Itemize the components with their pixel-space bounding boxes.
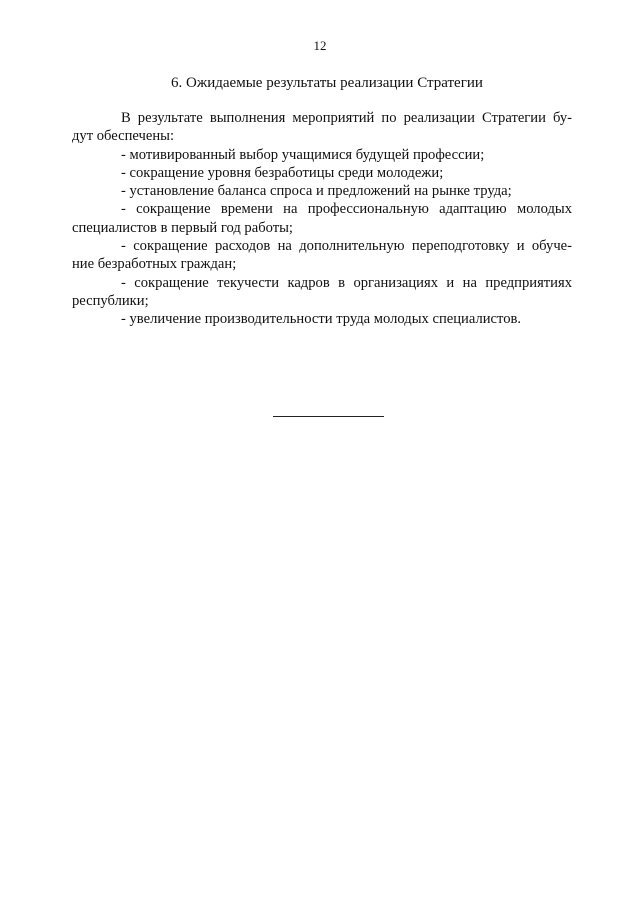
list-item: [72, 237, 572, 274]
list-item-line: - сокращение текучести кадров в организациях и на предприятиях: [121, 274, 572, 291]
list-item-line: - сокращение времени на профессиональную адаптацию молодых: [121, 201, 572, 218]
list-item: [72, 164, 572, 182]
list-item-line-continued: республики;: [72, 292, 149, 309]
list-item-line: - увеличение производительности труда молодых специалистов.: [121, 311, 522, 328]
intro-line-1: В результате выполнения мероприятий по реализации Стратегии бу-: [121, 110, 572, 126]
intro-paragraph: [72, 109, 572, 146]
list-item-line: - сокращение расходов на дополнительную переподготовку и обуче-: [121, 238, 572, 255]
body-text: [72, 109, 572, 329]
list-item-line: - установление баланса спроса и предложений на рынке труда;: [121, 183, 512, 200]
list-item: [72, 182, 572, 200]
list-item-line-continued: специалистов в первый год работы;: [72, 219, 293, 236]
list-item: [72, 146, 572, 164]
list-item: [72, 274, 572, 311]
list-item: [72, 310, 572, 328]
list-item-line: - мотивированный выбор учащимися будущей профессии;: [121, 146, 485, 163]
list-item-line: - сокращение уровня безработицы среди молодежи;: [121, 164, 444, 181]
list-item: [72, 200, 572, 237]
section-title: 6. Ожидаемые результаты реализации Стратегии: [171, 75, 483, 91]
closing-divider: [273, 416, 384, 417]
list-item-line-continued: ние безработных граждан;: [72, 256, 237, 273]
page-number: 12: [313, 38, 327, 53]
intro-line-2: дут обеспечены:: [72, 128, 175, 145]
